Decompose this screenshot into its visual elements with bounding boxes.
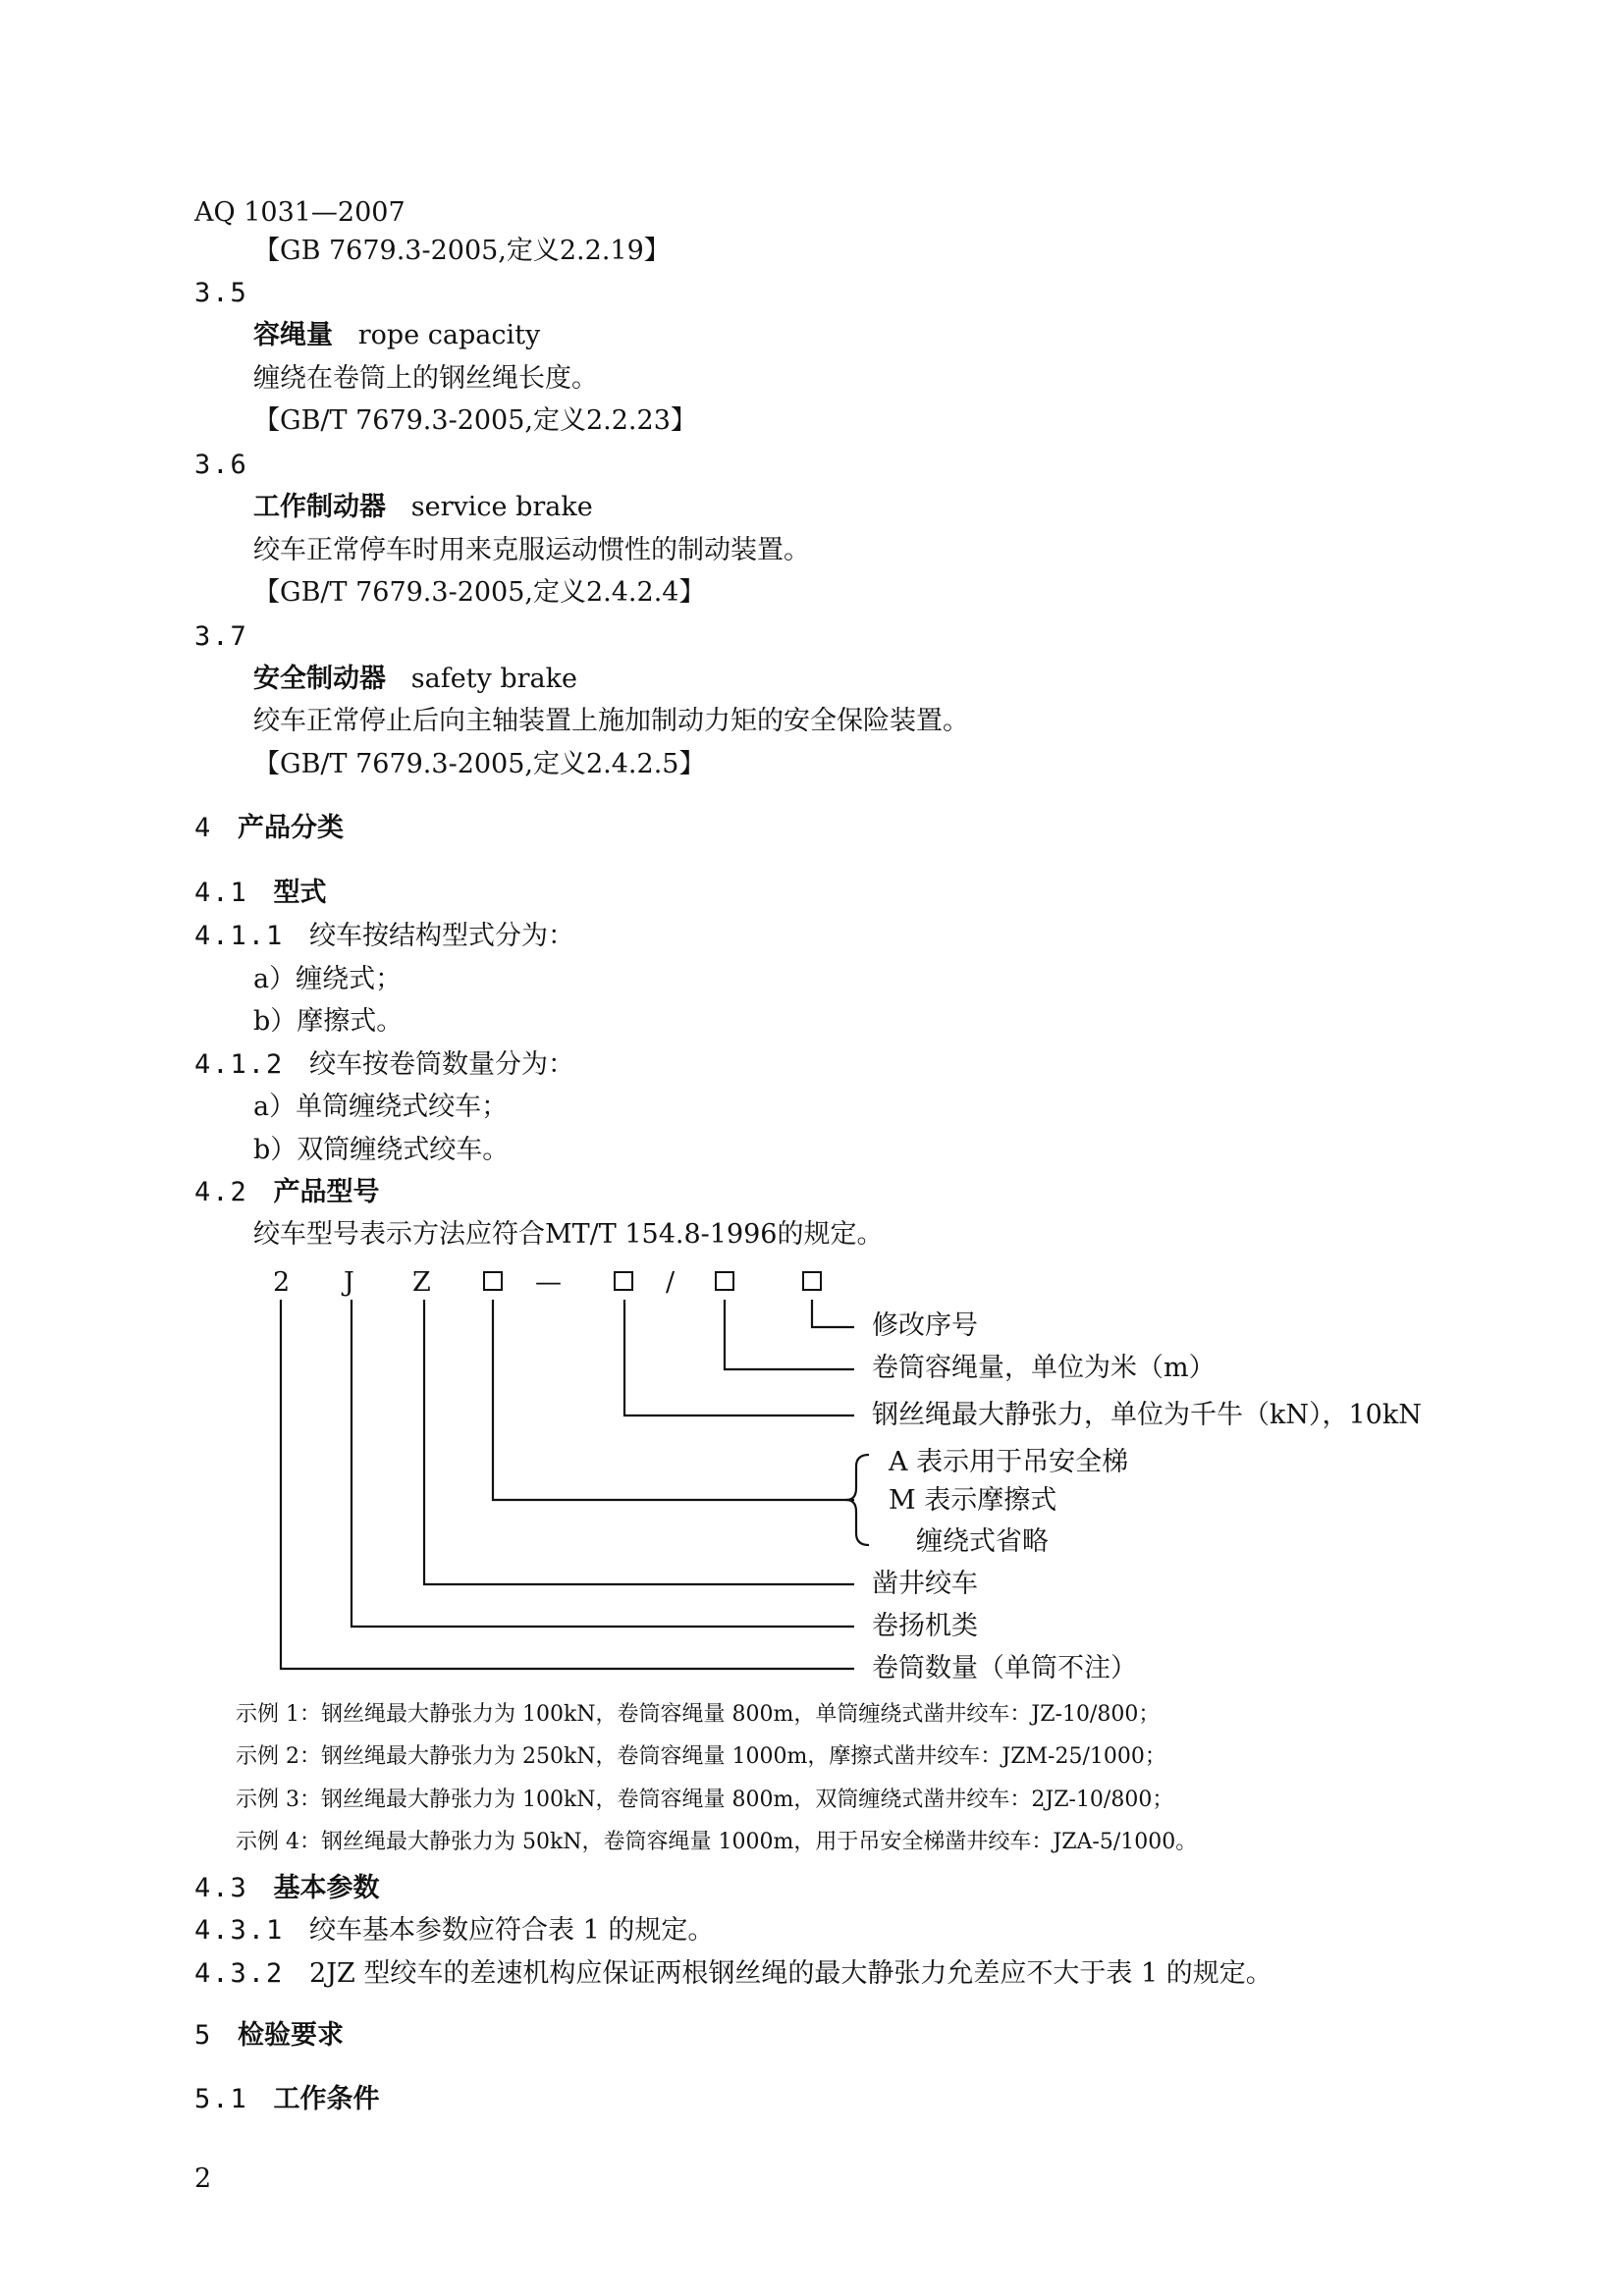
example-line: 示例 3：钢丝绳最大静张力为 100kN，卷筒容绳量 800m，双筒缠绕式凿井绞车：2JZ-10/800；	[236, 1788, 1174, 1812]
section-4-2-text: 绞车型号表示方法应符合MT/T 154.8-1996的规定。	[253, 1219, 884, 1250]
term-en: rope capacity	[357, 320, 541, 350]
section-4-1-2: 4.1.2 绞车按卷筒数量分为：	[194, 1049, 575, 1080]
section-3-7-reference: 【GB/T 7679.3-2005,定义2.4.2.5】	[253, 749, 706, 779]
list-item: a）缠绕式；	[253, 964, 403, 994]
section-5-1-heading: 5.1 工作条件	[194, 2084, 380, 2114]
code-char-dash: —	[535, 1267, 562, 1298]
term-en: service brake	[410, 492, 593, 522]
section-4-3-1: 4.3.1 绞车基本参数应符合表 1 的规定。	[194, 1915, 715, 1946]
section-3-5-definition: 缠绕在卷筒上的钢丝绳长度。	[253, 363, 598, 394]
code-char-j: J	[344, 1267, 354, 1298]
section-4-heading: 4 产品分类	[194, 813, 345, 843]
page-number: 2	[194, 2163, 212, 2194]
term-cn: 安全制动器	[253, 664, 386, 694]
section-3-7-number: 3.7	[194, 621, 248, 652]
section-4-1-heading: 4.1 型式	[194, 878, 327, 908]
section-3-6-definition: 绞车正常停车时用来克服运动惯性的制动装置。	[253, 535, 810, 565]
label-type-m: M 表示摩擦式	[889, 1485, 1057, 1516]
code-char-2: 2	[273, 1267, 291, 1298]
section-3-6-reference: 【GB/T 7679.3-2005,定义2.4.2.4】	[253, 577, 706, 608]
section-3-5-reference: 【GB/T 7679.3-2005,定义2.2.23】	[253, 405, 697, 436]
section-5-heading: 5 检验要求	[194, 2020, 345, 2051]
section-4-3-heading: 4.3 基本参数	[194, 1873, 380, 1903]
term-cn: 容绳量	[253, 320, 333, 350]
term-cn: 工作制动器	[253, 492, 386, 522]
section-3-5-number: 3.5	[194, 278, 248, 308]
label-shaft: 凿井绞车	[872, 1569, 978, 1599]
section-3-6-number: 3.6	[194, 450, 248, 480]
list-item: b）双筒缠绕式绞车。	[253, 1135, 510, 1165]
list-item: a）单筒缠绕式绞车；	[253, 1092, 509, 1122]
example-line: 示例 1：钢丝绳最大静张力为 100kN，卷筒容绳量 800m，单筒缠绕式凿井绞车：JZ-10/800；	[236, 1702, 1161, 1727]
label-type-omit: 缠绕式省略	[916, 1526, 1049, 1557]
list-item: b）摩擦式。	[253, 1006, 404, 1037]
label-capacity: 卷筒容绳量，单位为米（m）	[872, 1353, 1216, 1383]
section-4-1-1: 4.1.1 绞车按结构型式分为：	[194, 921, 575, 951]
label-type-a: A 表示用于吊安全梯	[889, 1447, 1129, 1477]
code-char-z: Z	[412, 1267, 431, 1298]
label-hoist: 卷扬机类	[872, 1611, 978, 1641]
section-4-2-heading: 4.2 产品型号	[194, 1177, 380, 1207]
document-id: AQ 1031—2007	[194, 197, 406, 228]
term-en: safety brake	[410, 664, 577, 694]
code-char-slash: /	[666, 1267, 676, 1298]
label-revision: 修改序号	[872, 1310, 978, 1341]
label-drum-count: 卷筒数量（单筒不注）	[872, 1653, 1137, 1683]
label-tension: 钢丝绳最大静张力，单位为千牛（kN），10kN	[872, 1400, 1422, 1430]
section-4-3-2: 4.3.2 2JZ 型绞车的差速机构应保证两根钢丝绳的最大静张力允差应不大于表 1 的规定。	[194, 1958, 1272, 1989]
reference-3-4: 【GB 7679.3-2005,定义2.2.19】	[253, 236, 671, 266]
example-line: 示例 2：钢丝绳最大静张力为 250kN，卷筒容绳量 1000m，摩擦式凿井绞车：JZM-25/1000；	[236, 1744, 1166, 1769]
example-line: 示例 4：钢丝绳最大静张力为 50kN，卷筒容绳量 1000m，用于吊安全梯凿井绞车：JZA-5/1000。	[236, 1830, 1198, 1854]
section-3-7-definition: 绞车正常停止后向主轴装置上施加制动力矩的安全保险装置。	[253, 706, 969, 736]
